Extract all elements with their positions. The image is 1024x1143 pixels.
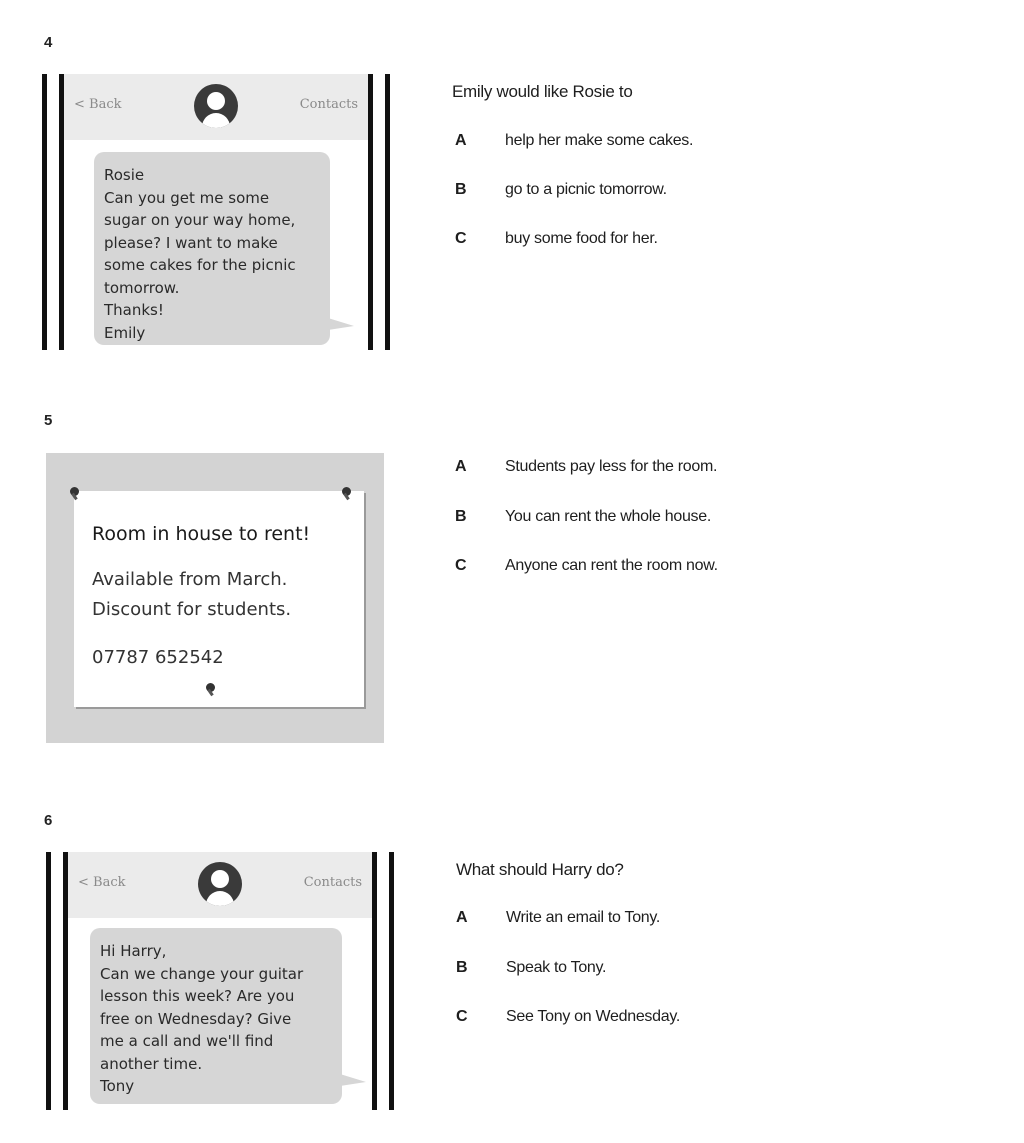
message-line: Can we change your guitar (100, 964, 304, 983)
back-button[interactable]: < Back (74, 97, 122, 112)
contacts-button[interactable]: Contacts (303, 875, 362, 890)
message-bubble (94, 152, 330, 345)
message-line: me a call and we'll find (100, 1032, 274, 1050)
phone-header (68, 852, 372, 918)
question-prompt: Emily would like Rosie to (452, 82, 633, 101)
option-letter: B (455, 181, 467, 198)
notice-availability: Available from March. (92, 569, 288, 590)
question-prompt: What should Harry do? (456, 860, 624, 879)
option-letter: A (455, 458, 467, 475)
avatar-icon (198, 862, 242, 906)
option-letter: B (455, 508, 467, 525)
pin-icon (70, 487, 79, 496)
question-number-4: 4 (44, 34, 53, 51)
notice-phone-number: 07787 652542 (92, 647, 224, 668)
message-line: Tony (100, 1077, 135, 1095)
message-line: tomorrow. (104, 278, 180, 297)
option-letter: C (456, 1008, 468, 1025)
phone-frame-right-inner (368, 74, 373, 350)
bubble-tail (340, 1074, 366, 1086)
option-text: Write an email to Tony. (506, 909, 661, 926)
phone-frame-right-outer (389, 852, 394, 1110)
option-text: Anyone can rent the room now. (505, 557, 718, 574)
phone-frame-right-inner (372, 852, 377, 1110)
option-letter: C (455, 557, 467, 574)
phone-screen (68, 852, 372, 1110)
message-line: Can you get me some (104, 188, 270, 207)
bubble-tail (328, 318, 354, 330)
message-line: some cakes for the picnic (104, 256, 296, 274)
phone-message-q4 (42, 74, 390, 350)
option-letter: C (455, 230, 467, 247)
option-letter: A (455, 132, 467, 149)
pin-icon (342, 487, 351, 496)
message-line: Thanks! (104, 301, 164, 319)
phone-header (64, 74, 368, 140)
option-text: You can rent the whole house. (505, 508, 711, 525)
notice-title: Room in house to rent! (92, 523, 311, 545)
option-letter: B (456, 959, 468, 976)
message-line: another time. (100, 1054, 203, 1073)
contacts-button[interactable]: Contacts (299, 97, 358, 112)
phone-frame-left-outer (42, 74, 47, 350)
message-line: Rosie (104, 166, 145, 184)
avatar-icon (194, 84, 238, 128)
phone-message-q6 (46, 852, 394, 1110)
option-text: buy some food for her. (505, 230, 658, 247)
message-line: Hi Harry, (100, 942, 167, 960)
message-bubble (90, 928, 342, 1104)
question-number-5: 5 (44, 412, 53, 429)
option-text: See Tony on Wednesday. (506, 1008, 680, 1025)
message-line: please? I want to make (104, 233, 278, 252)
option-text: Students pay less for the room. (505, 458, 718, 475)
pin-icon (206, 683, 215, 692)
question-number-6: 6 (44, 812, 53, 829)
notice-discount: Discount for students. (92, 599, 292, 620)
option-letter: A (456, 909, 468, 926)
message-line: sugar on your way home, (104, 211, 296, 229)
option-text: Speak to Tony. (506, 959, 607, 976)
phone-frame-left-outer (46, 852, 51, 1110)
notice-paper (74, 491, 364, 707)
phone-frame-right-outer (385, 74, 390, 350)
message-line: free on Wednesday? Give (100, 1009, 292, 1028)
option-text: go to a picnic tomorrow. (505, 181, 667, 198)
message-line: lesson this week? Are you (100, 987, 295, 1005)
back-button[interactable]: < Back (78, 875, 126, 890)
option-text: help her make some cakes. (505, 132, 694, 149)
phone-screen (64, 74, 368, 350)
message-line: Emily (104, 323, 146, 342)
